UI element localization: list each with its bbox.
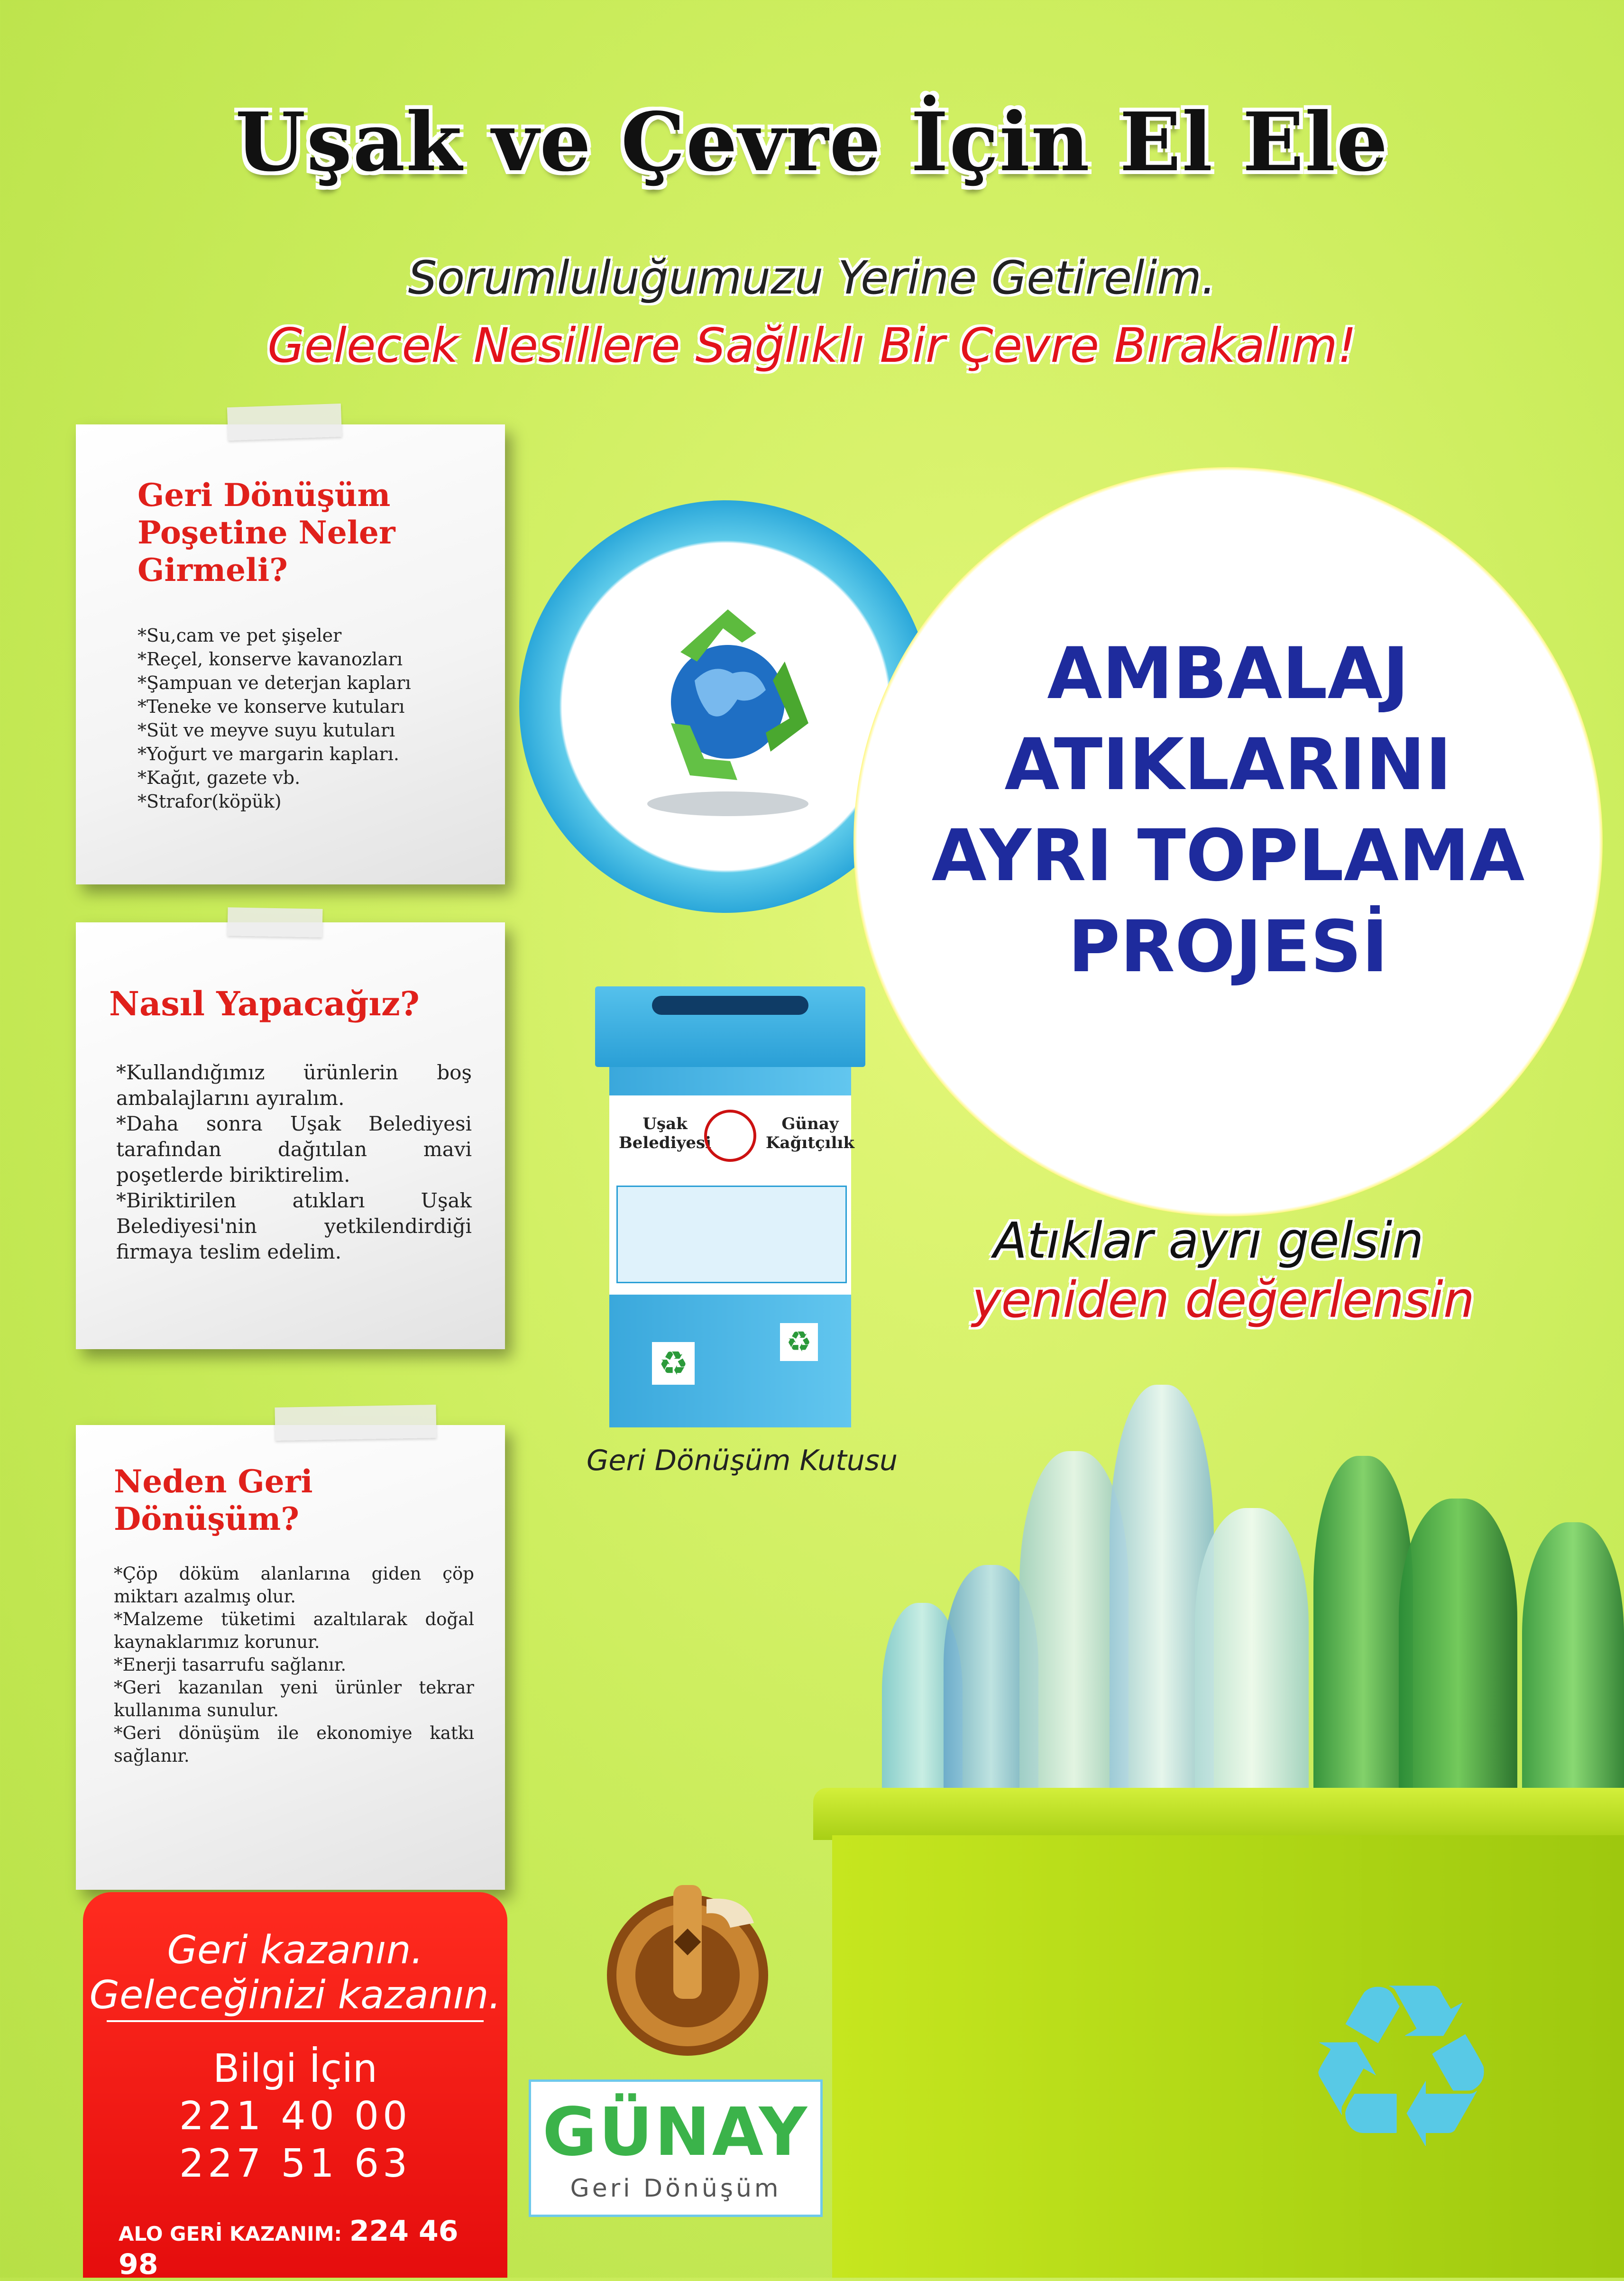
list-item: *Kağıt, gazete vb. — [138, 767, 301, 788]
note-heading: Neden Geri Dönüşüm? — [114, 1463, 313, 1538]
box-center-logo — [704, 1110, 756, 1162]
note-list — [138, 624, 411, 813]
box-label-panel — [609, 1095, 854, 1295]
list-item: *Çöp döküm alanlarına giden çöp miktarı azalmış olur. — [114, 1564, 474, 1607]
box-right-label: Günay Kağıtçılık — [766, 1114, 854, 1152]
recycle-icon: ♻ — [652, 1342, 695, 1385]
phone-1: 221 40 00 — [179, 2094, 412, 2139]
note-what-to-put — [76, 424, 505, 884]
slogan-line-2: yeniden değerlensin — [972, 1271, 1475, 1329]
brand-name: GÜNAY — [542, 2094, 809, 2171]
list-item: *Malzeme tüketimi azaltılarak doğal kaynaklarımız korunur. — [114, 1609, 474, 1652]
list-item: *Kullandığımız ürünlerin boş ambalajlarını ayıralım. — [116, 1061, 472, 1110]
box-body — [609, 1067, 854, 1427]
tape — [227, 404, 342, 441]
note-why-recycle — [76, 1425, 505, 1890]
list-item: *Biriktirilen atıkları Uşak Belediyesi'nin yetkilendirdiği firmaya teslim edelim. — [116, 1189, 472, 1263]
brand-tagline: Geri Dönüşüm — [570, 2174, 781, 2203]
project-title: AMBALAJ ATIKLARINI AYRI TOPLAMA PROJESİ — [931, 633, 1525, 988]
list-item: *Süt ve meyve suyu kutuları — [138, 720, 395, 741]
list-item: *Geri kazanılan yeni ürünler tekrar kullanıma sunulur. — [114, 1677, 474, 1720]
municipality-logo-icon — [588, 1866, 787, 2065]
phone-2: 227 51 63 — [179, 2141, 412, 2186]
tape — [275, 1405, 436, 1441]
note-heading: Geri Dönüşüm Poşetine Neler Girmeli? — [138, 477, 395, 589]
box-left-label: Uşak Belediyesi — [619, 1114, 712, 1152]
list-item: *Şampuan ve deterjan kapları — [138, 672, 411, 693]
list-item: *Reçel, konserve kavanozları — [138, 649, 403, 670]
recycling-box — [595, 986, 865, 1427]
note-text — [114, 1563, 474, 1767]
list-item: *Enerji tasarrufu sağlanır. — [114, 1655, 347, 1675]
list-item: *Yoğurt ve margarin kapları. — [138, 744, 399, 764]
alo-line — [119, 2215, 507, 2281]
note-heading: Nasıl Yapacağız? — [109, 984, 420, 1023]
contact-panel — [83, 1892, 507, 2281]
tape — [227, 907, 322, 937]
bin-rim — [813, 1788, 1624, 1840]
project-badge — [853, 467, 1603, 1216]
slogan-line-1: Atıklar ayrı gelsin — [993, 1212, 1424, 1269]
box-lid — [595, 986, 865, 1067]
list-item: *Geri dönüşüm ile ekonomiye katkı sağlanır. — [114, 1723, 474, 1766]
alo-label: ALO GERİ KAZANIM: — [119, 2222, 342, 2245]
recycling-bin — [813, 1788, 1624, 2278]
municipality-logo-icon — [588, 1866, 787, 2065]
contact-slogan-2: Geleceğinizi kazanın. — [89, 1973, 501, 2018]
info-label: Bilgi İçin — [213, 2046, 377, 2091]
note-how-to — [76, 922, 505, 1349]
list-item: *Strafor(köpük) — [138, 791, 282, 812]
list-item: *Daha sonra Uşak Belediyesi tarafından dağıtılan mavi poşetlerde biriktirelim. — [116, 1112, 472, 1186]
subtitle-line-2: Gelecek Nesillere Sağlıklı Bir Çevre Bırakalım! — [267, 318, 1357, 373]
divider — [107, 2020, 484, 2022]
recycle-globe-icon — [614, 581, 842, 828]
box-caption: Geri Dönüşüm Kutusu — [586, 1444, 898, 1477]
list-item: *Teneke ve konserve kutuları — [138, 696, 405, 717]
brand-card — [529, 2079, 823, 2217]
recycle-icon: ♻ — [780, 1323, 818, 1361]
subtitle-line-1: Sorumluluğumuzu Yerine Getirelim. — [408, 251, 1216, 304]
alo-number: 224 46 98 — [119, 2215, 459, 2281]
list-item: *Su,cam ve pet şişeler — [138, 625, 342, 646]
note-text — [116, 1060, 472, 1265]
poster-title: Uşak ve Çevre İçin El Ele — [235, 95, 1389, 190]
box-info-strip — [616, 1186, 847, 1283]
recycle-icon: ♻ — [1299, 1935, 1504, 2200]
contact-slogan-1: Geri kazanın. — [167, 1928, 423, 1973]
